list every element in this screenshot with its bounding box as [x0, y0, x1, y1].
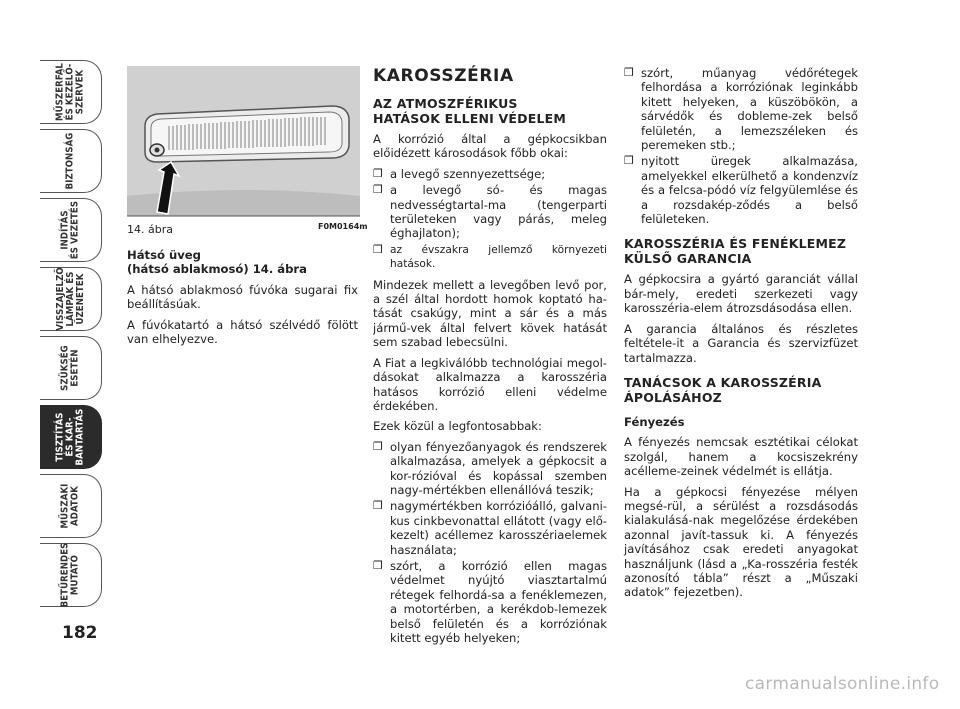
column-middle: [373, 66, 607, 651]
list-item: ❒ a levegő só- és magas nedvességtartal-ma (tengerparti területeken vagy párás, meleg éghajlaton);: [373, 183, 607, 241]
list-item: ❒ nagymértékben korrózióálló, galvani-kus cinkbevonattal ellátott (vagy elő-kezelt) acéllemez karosszériaelemek használata;: [373, 499, 607, 557]
paragraph: A Fiat a legkiválóbb technológiai megol-dásokat alkalmazza a karosszéria hatásos korrózió elleni védelme érdekében.: [373, 355, 607, 413]
tab-technical-data[interactable]: MŰSZAKI ADATOK: [40, 474, 102, 538]
section-heading-atmospheric: AZ ATMOSZFÉRIKUS HATÁSOK ELLENI VÉDELEM: [373, 96, 567, 126]
list-item: ❒ olyan fényezőanyagok és rendszerek alkalmazása, amelyek a gépkocsit a kor-rózióval és kopással szemben nagy-mértékben ellenállóvá teszik;: [373, 440, 607, 498]
section-heading-care-tips: TANÁCSOK A KAROSSZÉRIA ÁPOLÁSÁHOZ: [624, 374, 822, 405]
paragraph: A hátsó ablakmosó fúvóka sugarai fix beállításúak.: [127, 282, 358, 312]
paragraph: A korrózió által a gépkocsikban előidézett károsodások főbb okai:: [373, 132, 607, 161]
tab-emergency[interactable]: SZÜKSÉG ESETÉN: [40, 336, 102, 400]
page-title: KAROSSZÉRIA: [373, 66, 514, 86]
figure-rear-washer-nozzle: [127, 66, 360, 238]
list-item: ❒ szórt, műanyag védőrétegek felhordása a korróziónak leginkább kitett helyeken, a küszöbökön, a sárvédők és dobleme-zek belső felületén, a lemezszéleken és peremeken stb.;: [624, 66, 858, 152]
rear-window-heading: Hátsó üveg (hátsó ablakmosó) 14. ábra: [127, 248, 307, 277]
measures-list-continued: [624, 66, 858, 226]
page-number: 182: [62, 623, 98, 643]
paragraph: A garancia általános és részletes feltétele-it a Garancia és szervizfüzet tartalmazza.: [624, 321, 858, 365]
tab-instruments-controls[interactable]: MŰSZERFAL ÉS KEZELŐ- SZERVEK: [40, 60, 102, 124]
tab-warning-lights[interactable]: VISSZAJELZŐ LÁMPÁK ÉS ÜZENETEK: [40, 267, 102, 331]
paragraph: Mindezek mellett a levegőben levő por, a szél által hordott homok koptató ha-tását csakúgy, mint a sár és a más jármű-vek által felvert kövek hatását sem szabad lebecsülni.: [373, 277, 607, 350]
list-item: ❒ szórt, a korrózió ellen magas védelmet nyújtó viasztartalmú rétegek felhordá-sa a fenéklemezen, a motortérben, a kerékdob-lemezek belső felületén és a korróziónak kitett egyéb helyeken;: [373, 559, 607, 645]
figure-caption: 14. ábra: [127, 223, 173, 236]
list-item: ❒ az évszakra jellemző környezeti hatások.: [373, 243, 607, 272]
paragraph: Ezek közül a legfontosabbak:: [373, 419, 542, 434]
paragraph: Ha a gépkocsi fényezése mélyen megsé-rül, a sérülést a rozsdásodás kialakulásá-nak megelőzése érdekében azonnal javít-tassuk ki. A fényezés javításához csak eredeti anyagokat használjunk (lásd a „Ka-rosszéria festék azonosító tábla” részt a „Műszaki adatok” fejezetben).: [624, 484, 858, 600]
paint-heading: Fényezés: [624, 414, 685, 429]
paragraph: A fényezés nemcsak esztétikai célokat szolgál, hanem a kocsiszekrény acélleme-zeinek védelmét is ellátja.: [624, 435, 858, 479]
tab-cleaning-maintenance[interactable]: TISZTÍTÁS ÉS KAR- BANTARTÁS: [40, 405, 102, 469]
tab-starting-driving[interactable]: INDÍTÁS ÉS VEZETÉS: [40, 198, 102, 262]
rear-washer-illustration: [127, 66, 360, 238]
list-item: ❒ nyitott üregek alkalmazása, amelyekkel elkerülhető a kondenzvíz és a felcsa-pódó víz felgyülemlése és a rozsdakép-ződés a belső felületeken.: [624, 154, 858, 226]
column-left: [127, 248, 358, 352]
tab-alphabetical-index[interactable]: BETŰRENDES MUTATÓ: [40, 543, 102, 607]
column-right: [624, 66, 858, 606]
causes-list: [373, 167, 607, 272]
list-item: ❒ a levegő szennyezettsége;: [373, 167, 607, 181]
tab-safety[interactable]: BIZTONSÁG: [40, 129, 102, 193]
paragraph: A fúvókatartó a hátsó szélvédő fölött van elhelyezve.: [127, 317, 358, 347]
measures-list: [373, 440, 607, 646]
paragraph: A gépkocsira a gyártó garanciát vállal bár-mely, eredeti szerkezeti vagy karosszéria-elem átrozsdásodása ellen.: [624, 272, 858, 316]
watermark: carmanualsonline.info: [745, 674, 940, 694]
section-heading-warranty: KAROSSZÉRIA ÉS FENÉKLEMEZ KÜLSŐ GARANCIA: [624, 236, 847, 267]
figure-code: F0M0164m: [318, 222, 368, 231]
